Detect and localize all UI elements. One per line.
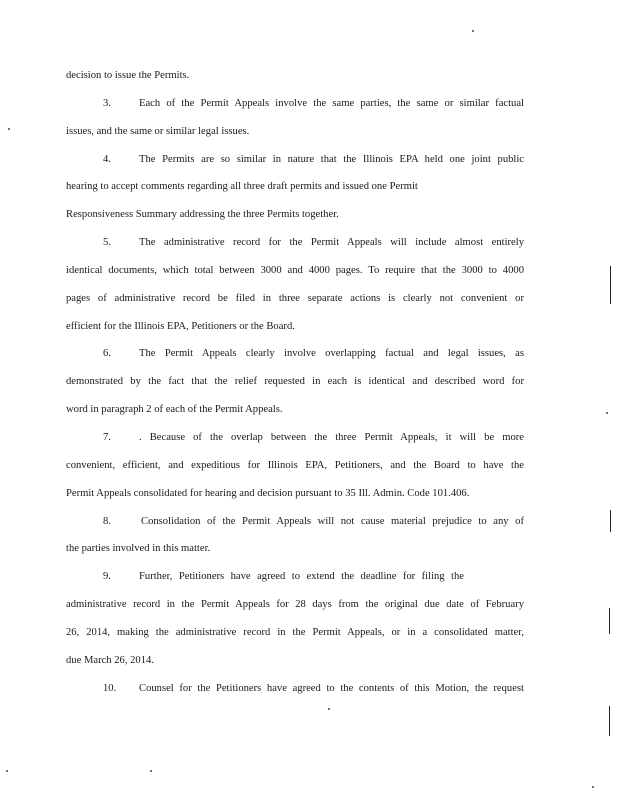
- paragraph-4-first-line: [66, 146, 524, 174]
- line-text: efficient for the Illinois EPA, Petitioners or the Board.: [66, 320, 295, 332]
- line-text: 26, 2014, making the administrative record in the Permit Appeals, or in a consolidated matter,: [66, 626, 524, 638]
- text-line: [66, 257, 524, 285]
- text-line: [66, 480, 524, 508]
- line-text: The administrative record for the Permit Appeals will include almost entirely: [139, 237, 524, 249]
- line-text: pages of administrative record be filed in three separate actions is clearly not convenient or: [66, 292, 524, 304]
- paragraph-number: 3.: [103, 97, 111, 109]
- line-text: decision to issue the Permits.: [66, 70, 190, 81]
- scan-artifact: [609, 706, 610, 736]
- text-line: [66, 619, 524, 647]
- line-text: Consolidation of the Permit Appeals will not cause material prejudice to any of: [141, 515, 524, 527]
- text-line: [66, 368, 524, 396]
- text-line: [66, 313, 524, 341]
- text-line: [66, 285, 524, 313]
- text-line: [66, 535, 524, 563]
- scan-speck: [472, 30, 474, 32]
- line-text: the parties involved in this matter.: [66, 543, 211, 555]
- scan-artifact: [610, 510, 611, 532]
- text-line: [66, 591, 524, 619]
- scan-artifact: [610, 266, 611, 304]
- text-line: [66, 173, 524, 201]
- line-text: The Permit Appeals clearly involve overlapping factual and legal issues, as: [139, 348, 524, 360]
- paragraph-6-first-line: [66, 340, 524, 368]
- scan-speck: [8, 128, 10, 130]
- text-line: [66, 62, 524, 90]
- text-line: [66, 118, 524, 146]
- paragraph-7-first-line: [66, 424, 524, 452]
- scan-speck: [6, 770, 8, 772]
- line-text: Permit Appeals consolidated for hearing and decision pursuant to 35 Ill. Admin. Code 101.406.: [66, 487, 470, 499]
- line-text: due March 26, 2014.: [66, 654, 154, 666]
- scan-speck: [150, 770, 152, 772]
- line-text: Further, Petitioners have agreed to extend the deadline for filing the: [139, 571, 464, 583]
- line-text: administrative record in the Permit Appeals for 28 days from the original due date of February: [66, 599, 524, 611]
- text-line: [66, 396, 524, 424]
- paragraph-9-first-line: [66, 563, 524, 591]
- line-text: demonstrated by the fact that the relief requested in each is identical and described word for: [66, 376, 524, 388]
- scan-artifact: [609, 608, 610, 634]
- line-text: issues, and the same or similar legal issues.: [66, 125, 250, 137]
- text-line: [66, 647, 524, 675]
- document-body: [66, 62, 524, 702]
- scan-speck: [606, 412, 608, 414]
- paragraph-number: 8.: [103, 515, 111, 527]
- paragraph-number: 7.: [103, 431, 111, 443]
- paragraph-number: 10.: [103, 682, 117, 694]
- line-text: convenient, efficient, and expeditious for Illinois EPA, Petitioners, and the Board to have the: [66, 459, 524, 471]
- paragraph-5-first-line: [66, 229, 524, 257]
- text-line: [66, 452, 524, 480]
- line-text: word in paragraph 2 of each of the Permit Appeals.: [66, 404, 283, 416]
- paragraph-number: 4.: [103, 153, 111, 165]
- line-text: Counsel for the Petitioners have agreed to the contents of this Motion, the request: [139, 682, 524, 694]
- paragraph-10-first-line: [66, 675, 524, 703]
- paragraph-number: 9.: [103, 571, 111, 583]
- scan-speck: [328, 708, 330, 710]
- line-text: hearing to accept comments regarding all three draft permits and issued one Permit: [66, 181, 418, 193]
- line-text: Responsiveness Summary addressing the three Permits together.: [66, 209, 339, 221]
- scan-speck: [592, 786, 594, 788]
- paragraph-3-first-line: [66, 90, 524, 118]
- paragraph-number: 5.: [103, 237, 111, 249]
- line-text: . Because of the overlap between the three Permit Appeals, it will be more: [139, 431, 524, 443]
- line-text: Each of the Permit Appeals involve the same parties, the same or similar factual: [139, 97, 524, 109]
- line-text: identical documents, which total between 3000 and 4000 pages. To require that the 3000 to 4000: [66, 264, 524, 276]
- line-text: The Permits are so similar in nature that the Illinois EPA held one joint public: [139, 153, 524, 165]
- paragraph-number: 6.: [103, 348, 111, 360]
- paragraph-8-first-line: [66, 508, 524, 536]
- text-line: [66, 201, 524, 229]
